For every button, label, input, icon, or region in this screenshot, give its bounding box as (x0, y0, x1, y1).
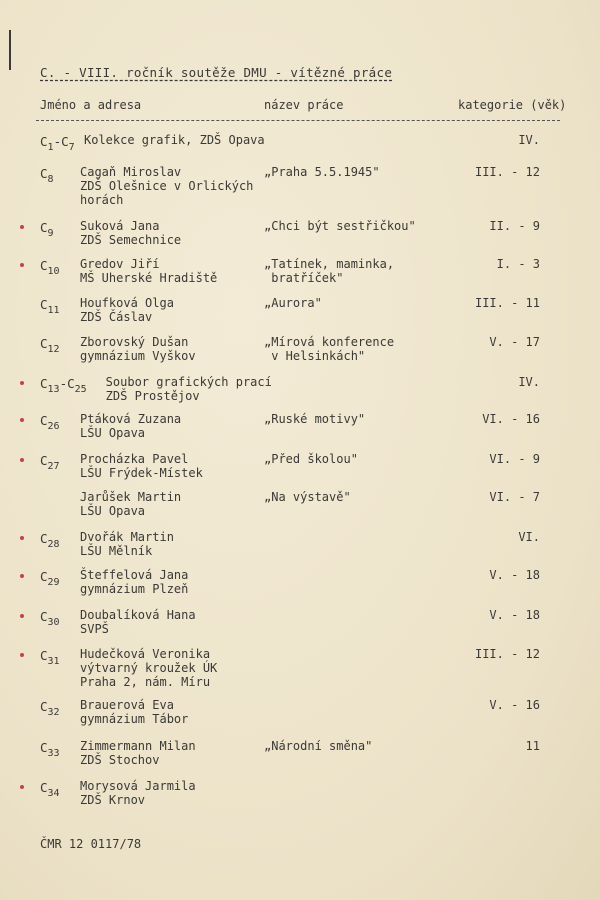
entry-name-address: Procházka Pavel LŠU Frýdek-Místek (80, 452, 203, 480)
code-letter: C (40, 336, 48, 351)
entry-work-title: „Mírová konference v Helsinkách" (264, 335, 395, 363)
red-mark-dot (20, 225, 24, 229)
code-number: 30 (47, 617, 60, 628)
entry-name-address: Hudečková Veronika výtvarný kroužek ÚK Praha 2, nám. Míru (80, 647, 218, 689)
entry-category: III. - 11 (474, 296, 540, 310)
entry-category: V. - 18 (489, 568, 540, 582)
entry-code (40, 259, 60, 279)
code-number: 12 (47, 344, 60, 355)
red-mark-dot (20, 536, 24, 540)
code-number: 9 (47, 228, 54, 239)
entry-name-address: Kolekce grafik, ZDŠ Opava (84, 133, 265, 147)
document-heading: C. - VIII. ročník soutěže DMU - vítězné práce (40, 65, 393, 80)
entry-name-address: Zimmermann Milan ZDŠ Stochov (80, 739, 196, 767)
code-letter: C (40, 258, 48, 273)
entry-name-address: Cagaň Miroslav ZDŠ Olešnice v Orlických horách (80, 165, 254, 207)
code-letter: C (40, 569, 48, 584)
red-mark-dot (20, 785, 24, 789)
entry-code (40, 414, 60, 434)
entry-name-address: Suková Jana ZDŠ Semechnice (80, 219, 182, 247)
entry-category: VI. - 16 (482, 412, 540, 426)
entry-category: III. - 12 (474, 647, 540, 661)
entry-code (40, 221, 54, 241)
code-number: 27 (47, 461, 60, 472)
red-mark-dot (20, 263, 24, 267)
entry-name-address: Morysová Jarmila ZDŠ Krnov (80, 779, 196, 807)
red-mark-dot (20, 653, 24, 657)
code-letter: C (40, 740, 48, 755)
entry-name-address: Ptáková Zuzana LŠU Opava (80, 412, 182, 440)
code-letter: C (40, 780, 48, 795)
entry-name-address: Soubor grafických prací ZDŠ Prostějov (105, 375, 272, 403)
entry-name-address: Jarůšek Martin LŠU Opava (80, 490, 182, 518)
entry-code (40, 532, 60, 552)
entry-name-address: Gredov Jiří MŠ Uherské Hradiště (80, 257, 218, 285)
margin-line (9, 30, 11, 70)
entry-category: IV. (518, 133, 540, 147)
code-number: 26 (47, 421, 60, 432)
code-letter: C (40, 220, 48, 235)
code-number: 33 (47, 748, 60, 759)
entry-category: III. - 12 (474, 165, 540, 179)
code-letter: C (40, 166, 48, 181)
code-number: 31 (47, 656, 60, 667)
entry-name-address: Zborovský Dušan gymnázium Vyškov (80, 335, 196, 363)
entry-category: I. - 3 (496, 257, 540, 271)
code-letter: C (40, 648, 48, 663)
entry-work-title: „Tatínek, maminka, bratříček" (264, 257, 395, 285)
entry-code (40, 337, 60, 357)
code-number: 32 (47, 707, 60, 718)
code-letter: C (40, 531, 48, 546)
entry-work-title: „Před školou" (264, 452, 358, 466)
entry-category: VI. - 7 (489, 490, 540, 504)
entry-name-address: Šteffelová Jana gymnázium Plzeň (80, 568, 189, 596)
entry-work-title: „Národní směna" (264, 739, 373, 753)
entry-category: V. - 18 (489, 608, 540, 622)
entry-code (40, 781, 60, 801)
code-number: 8 (47, 174, 54, 185)
code-number: 13 (47, 384, 60, 395)
code-letter: C (40, 297, 48, 312)
code-range-end: 25 (74, 384, 87, 395)
document-footer: ČMR 12 0117/78 (40, 837, 142, 851)
code-letter: C (40, 699, 48, 714)
entry-category: V. - 16 (489, 698, 540, 712)
red-mark-dot (20, 574, 24, 578)
entry-code (40, 649, 60, 669)
code-number: 1 (47, 142, 54, 153)
red-mark-dot (20, 381, 24, 385)
code-range-end: 7 (68, 142, 75, 153)
entry-code (40, 167, 54, 187)
code-number: 11 (47, 305, 60, 316)
code-number: 10 (47, 266, 60, 277)
code-range-separator: -C (59, 376, 75, 391)
code-letter: C (40, 134, 48, 149)
entry-work-title: „Chci být sestřičkou" (264, 219, 416, 233)
header-divider (36, 120, 560, 121)
column-header-name: Jméno a adresa (40, 98, 142, 112)
code-number: 29 (47, 577, 60, 588)
entry-work-title: „Na výstavě" (264, 490, 351, 504)
entry-code (40, 610, 60, 630)
entry-category: IV. (518, 375, 540, 389)
entry-name-address: Brauerová Eva gymnázium Tábor (80, 698, 189, 726)
code-letter: C (40, 453, 48, 468)
red-mark-dot (20, 614, 24, 618)
entry-name-address: Dvořák Martin LŠU Mělník (80, 530, 174, 558)
entry-name-address: Houfková Olga ZDŠ Čáslav (80, 296, 174, 324)
entry-code (40, 741, 60, 761)
code-letter: C (40, 376, 48, 391)
entry-code (40, 454, 60, 474)
entry-category: VI. - 9 (489, 452, 540, 466)
code-range-separator: -C (53, 134, 69, 149)
column-header-category: kategorie (věk) (458, 98, 567, 112)
entry-code (40, 135, 75, 155)
entry-code (40, 570, 60, 590)
entry-category: 11 (525, 739, 540, 753)
entry-work-title: „Praha 5.5.1945" (264, 165, 380, 179)
entry-category: II. - 9 (489, 219, 540, 233)
red-mark-dot (20, 418, 24, 422)
code-letter: C (40, 413, 48, 428)
entry-name-address: Doubalíková Hana SVPŠ (80, 608, 196, 636)
column-header-work: název práce (264, 98, 344, 112)
entry-code (40, 298, 60, 318)
code-letter: C (40, 609, 48, 624)
code-number: 28 (47, 539, 60, 550)
entry-work-title: „Ruské motivy" (264, 412, 366, 426)
entry-code (40, 377, 87, 397)
entry-code (40, 700, 60, 720)
entry-work-title: „Aurora" (264, 296, 322, 310)
entry-category: V. - 17 (489, 335, 540, 349)
code-number: 34 (47, 788, 60, 799)
entry-category: VI. (518, 530, 540, 544)
red-mark-dot (20, 458, 24, 462)
